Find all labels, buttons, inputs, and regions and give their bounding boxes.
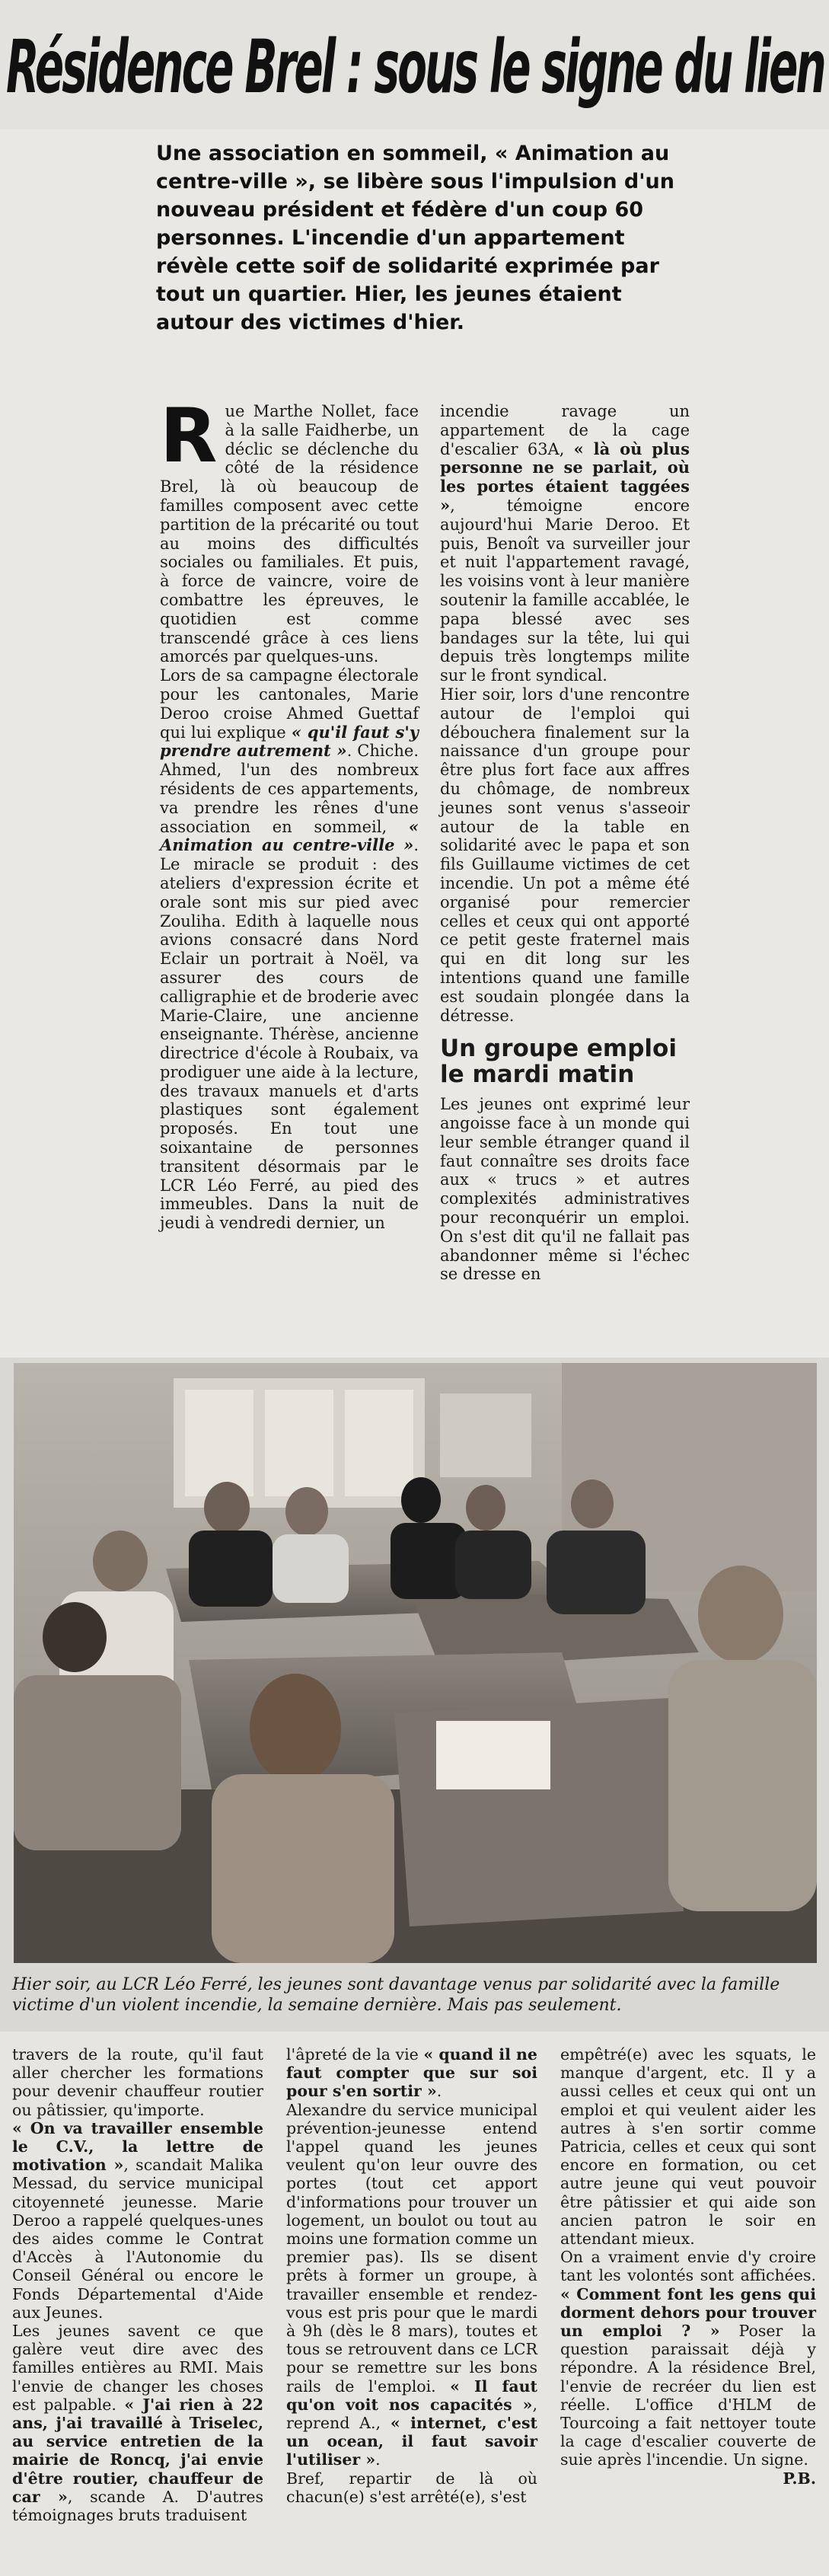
col5-text: On a vraiment envie d'y croire tant les volontés sont affichées. [560, 2248, 816, 2285]
col2-paragraph-2: Hier soir, lors d'une rencontre autour de l'emploi qui débouchera finalement sur la naissance d'un groupe pour être plus fort face aux affres du chômage, de nombreux jeunes sont venus s'asseoir autour de la table en solidarité avec le papa et son fils Guillaume victimes de cet incendie. Un pot a même été organisé pour remercier celles et ceux qui ont apporté ce petit geste fraternel mais qui en dit long sur les intentions quand une famille est soudain plongée dans la détresse. [440, 685, 690, 1025]
drop-cap: R [160, 393, 218, 480]
headline: Résidence Brel : sous le signe du lien [6, 24, 824, 110]
col3-quote: « On va travailler ensemble le C.V., la lettre de motivation » [12, 2118, 263, 2175]
col2-quote: « là où plus personne ne se parlait, où les portes étaient taggées » [440, 439, 690, 515]
meeting-photo-image [14, 1363, 817, 1963]
col4-paragraph-3: Bref, repartir de là où chacun(e) s'est arrêté(e), s'est [286, 2469, 537, 2506]
col4-text: . [375, 2450, 381, 2469]
photo-caption: Hier soir, au LCR Léo Ferré, les jeunes sont davantage venus par solidarité avec la famille victime d'un violent incendie, la semaine dernière. Mais pas seulement. [12, 1975, 780, 2015]
column-4 [286, 2045, 537, 2506]
meeting-photo [14, 1363, 817, 1963]
column-2 [440, 402, 690, 1284]
col3-text: , scandait Malika Messad, du service municipal citoyenneté jeunesse. Marie Deroo a rappelé quelques-unes des aides comme le Contrat d'Accès à l'Autonomie du Conseil Général ou encore le Fonds Départemental d'Aide aux Jeunes. [12, 2156, 263, 2322]
col4-quote-2: « Il faut qu'on voit nos capacités » [286, 2376, 537, 2414]
col4-text: Alexandre du service municipal prévention-jeunesse entend l'appel quand les jeunes veulent qu'on leur ouvre des portes (tout cet apport d'informations pour trouver un logement, un boulot ou tout au moins une formation comme un premier pas). Ils se disent prêts à former un groupe, à travailler ensemble et rendez-vous est pris pour que le mardi à 9h (dès le 8 mars), toutes et tous se retrouvent dans ce LCR pour se remettre sur les bons rails de l'emploi. [286, 2100, 537, 2396]
lead-paragraph: Une association en sommeil, « Animation au centre-ville », se libère sous l'impulsion d'un nouveau président et fédère d'un coup 60 personnes. L'incendie d'un appartement révèle cette soif de solidarité exprimée par tout un quartier. Hier, les jeunes étaient autour des victimes d'hier. [156, 142, 674, 334]
col4-text: , reprend A., [286, 2395, 537, 2433]
signature: P.B. [783, 2469, 816, 2488]
col3-text: Les jeunes savent ce que galère veut dire avec des familles entières au RMI. Mais l'envie de changer les choses est palpable. [12, 2322, 263, 2414]
col4-text: . [436, 2082, 442, 2101]
col5-text: Poser la question paraissait déjà y répondre. A la résidence Brel, l'envie de recréer du lien est réelle. L'office d'HLM de Tourcoing a fait nettoyer toute la cage d'escalier couverte de suie après l'incendie. Un signe. [560, 2322, 816, 2469]
col5-quote: « Comment font les gens qui dorment dehors pour trouver un emploi ? » [560, 2284, 816, 2341]
headline-band [0, 0, 829, 129]
column-5 [560, 2045, 816, 2488]
col2-text: , témoigne encore aujourd'hui Marie Deroo. Et puis, Benoît va surveiller jour et nuit l'appartement ravagé, les voisins vont à leur manière soutenir la famille accablée, le papa blessé avec ses bandages sur la tête, lui qui depuis très longtemps milite sur le front syndical. [440, 496, 690, 685]
col1-quote-association: « Animation au centre-ville » [160, 816, 419, 855]
col1-paragraph-1: ue Marthe Nollet, face à la salle Faidherbe, un déclic se déclenche du côté de la résidence Brel, là où beaucoup de familles composent avec cette partition de la précarité ou tout au moins des difficultés sociales ou familiales. Et puis, à force de vaincre, voire de combattre les épreuves, le quotidien est comme transcendé grâce à ces liens amorcés par quelques-uns. [160, 402, 419, 666]
col2-paragraph-3: Les jeunes ont exprimé leur angoisse face à un monde qui leur semble étranger quand il faut connaître ses droits face aux « trucs » et autres complexités administratives pour reconquérir un emploi. On s'est dit qu'il ne fallait pas abandonner même si l'échec se dresse en [440, 1095, 690, 1284]
col1-text: Lors de sa campagne électorale pour les cantonales, Marie Deroo croise Ahmed Guettaf qui lui explique [160, 666, 419, 742]
column-1 [160, 393, 419, 1233]
col4-quote-3: « internet, c'est un ocean, il faut savoir l'utiliser » [286, 2414, 537, 2469]
col3-paragraph-1: travers de la route, qu'il faut aller chercher les formations pour devenir chauffeur routier ou pâtissier, qu'importe. [12, 2045, 263, 2119]
col1-text: . Chiche. Ahmed, l'un des nombreux résidents de ces appartements, va prendre les rênes d'une association en sommeil, [160, 742, 419, 836]
col4-quote: « quand il ne faut compter que sur soi pour s'en sortir » [286, 2045, 537, 2101]
col5-paragraph-1: empêtré(e) avec les squats, le manque d'argent, etc. Il y a aussi celles et ceux qui ont un emploi et qui veulent aider les autres à s'en sortir comme Patricia, celles et ceux qui sont encore en formation, ou cet autre jeune qui veut pouvoir être pâtissier et qui aide son ancien patron le soir en attendant mieux. [560, 2045, 816, 2249]
col4-text: l'âpreté de la vie [286, 2045, 419, 2064]
col2-text: incendie ravage un appartement de la cage d'escalier 63A, [440, 402, 690, 458]
col1-text: . Le miracle se produit : des ateliers d'expression écrite et orale sont mis sur pied avec Zouliha. Edith à laquelle nous avions consacré dans Nord Eclair un portrait à Noël, va assurer des cours de calligraphie et de broderie avec Marie-Claire, une ancienne enseignante. Thérèse, ancienne directrice d'école à Roubaix, va prodiguer une aide à la lecture, des travaux manuels et d'arts plastiques sont également proposés. En tout une soixantaine de personnes transitent désormais par le LCR Léo Ferré, au pied des immeubles. Dans la nuit de jeudi à vendredi dernier, un [160, 836, 419, 1233]
col3-quote-2: « J'ai rien à 22 ans, j'ai travaillé à Triselec, au service entretien de la mairie de Roncq, j'ai envie d'être routier, chauffeur de car » [12, 2395, 263, 2506]
column-3 [12, 2045, 263, 2524]
col1-quote-1: « qu'il faut s'y prendre autrement » [160, 722, 419, 761]
subhead: Un groupe emploi le mardi matin [440, 1035, 677, 1089]
col3-text: , scande A. D'autres témoignages bruts traduisent [12, 2487, 263, 2525]
